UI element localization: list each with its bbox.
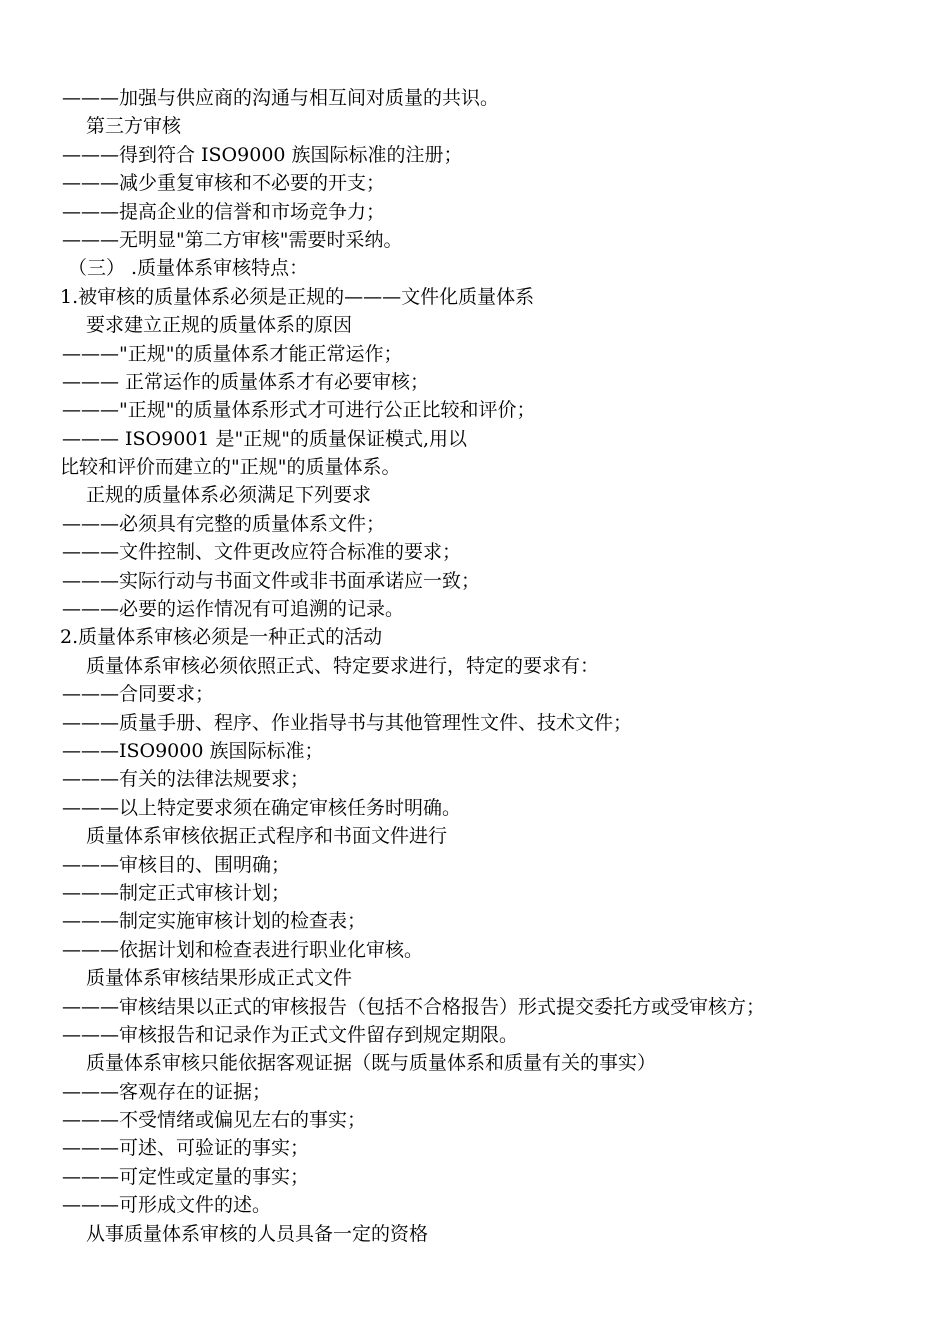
text-line: 比较和评价而建立的"正规"的质量体系。	[60, 456, 401, 479]
text-line: ———必须具有完整的质量体系文件；	[62, 512, 386, 535]
text-line: ———ISO9000 族国际标准；	[62, 739, 324, 762]
text-line: ———不受情绪或偏见左右的事实；	[62, 1109, 367, 1132]
text-line: ———合同要求；	[62, 683, 215, 706]
numbered-heading: 2.质量体系审核必须是一种正式的活动	[60, 626, 383, 649]
numbered-heading: 1.被审核的质量体系必须是正规的———文件化质量体系	[60, 285, 535, 308]
text-line: ———无明显"第二方审核"需要时采纳。	[62, 228, 403, 251]
text-line: ———审核报告和记录作为正式文件留存到规定期限。	[62, 1023, 519, 1046]
text-line: ———可形成文件的述。	[62, 1194, 272, 1217]
text-line: ———以上特定要求须在确定审核任务时明确。	[62, 796, 462, 819]
text-line: ———得到符合 ISO9000 族国际标准的注册；	[62, 143, 463, 166]
text-line: ———审核目的、围明确；	[62, 853, 291, 876]
text-line: ———制定正式审核计划；	[62, 881, 291, 904]
text-line: ———制定实施审核计划的检查表；	[62, 910, 367, 933]
text-line: ———减少重复审核和不必要的开支；	[62, 172, 386, 195]
text-line: ———有关的法律法规要求；	[62, 768, 310, 791]
subsection-heading: 从事质量体系审核的人员具备一定的资格	[86, 1222, 429, 1245]
subsection-heading: 要求建立正规的质量体系的原因	[86, 314, 353, 337]
text-line: ———"正规"的质量体系才能正常运作；	[62, 342, 403, 365]
subsection-heading: 质量体系审核只能依据客观证据（既与质量体系和质量有关的事实）	[86, 1052, 657, 1075]
section-heading: （三） .质量体系审核特点：	[68, 257, 309, 280]
subsection-heading: 质量体系审核必须依照正式、特定要求进行，特定的要求有：	[86, 654, 600, 677]
text-line: ———加强与供应商的沟通与相互间对质量的共识。	[62, 87, 500, 109]
text-line: ——— ISO9001 是"正规"的质量保证模式,用以	[62, 427, 468, 450]
document-body	[62, 84, 922, 1248]
subsection-heading: 正规的质量体系必须满足下列要求	[86, 484, 372, 507]
text-line: ———审核结果以正式的审核报告（包括不合格报告）形式提交委托方或受审核方；	[62, 995, 766, 1018]
text-line: ———依据计划和检查表进行职业化审核。	[62, 938, 424, 961]
subsection-heading: 质量体系审核依据正式程序和书面文件进行	[86, 825, 448, 848]
subsection-heading: 质量体系审核结果形成正式文件	[86, 967, 353, 990]
section-heading: 第三方审核	[86, 115, 182, 138]
text-line: ———必要的运作情况有可追溯的记录。	[62, 598, 405, 621]
text-line: ———"正规"的质量体系形式才可进行公正比较和评价；	[62, 399, 536, 422]
text-line: ——— 正常运作的质量体系才有必要审核；	[62, 370, 430, 393]
text-line: ———可定性或定量的事实；	[62, 1165, 310, 1188]
text-line: ———客观存在的证据；	[62, 1080, 272, 1103]
text-line: ———提高企业的信誉和市场竞争力；	[62, 200, 386, 223]
text-line: ———实际行动与书面文件或非书面承诺应一致；	[62, 569, 481, 592]
text-line: ———质量手册、程序、作业指导书与其他管理性文件、技术文件；	[62, 711, 633, 734]
text-line: ———可述、可验证的事实；	[62, 1137, 310, 1160]
text-line: ———文件控制、文件更改应符合标准的要求；	[62, 541, 462, 564]
